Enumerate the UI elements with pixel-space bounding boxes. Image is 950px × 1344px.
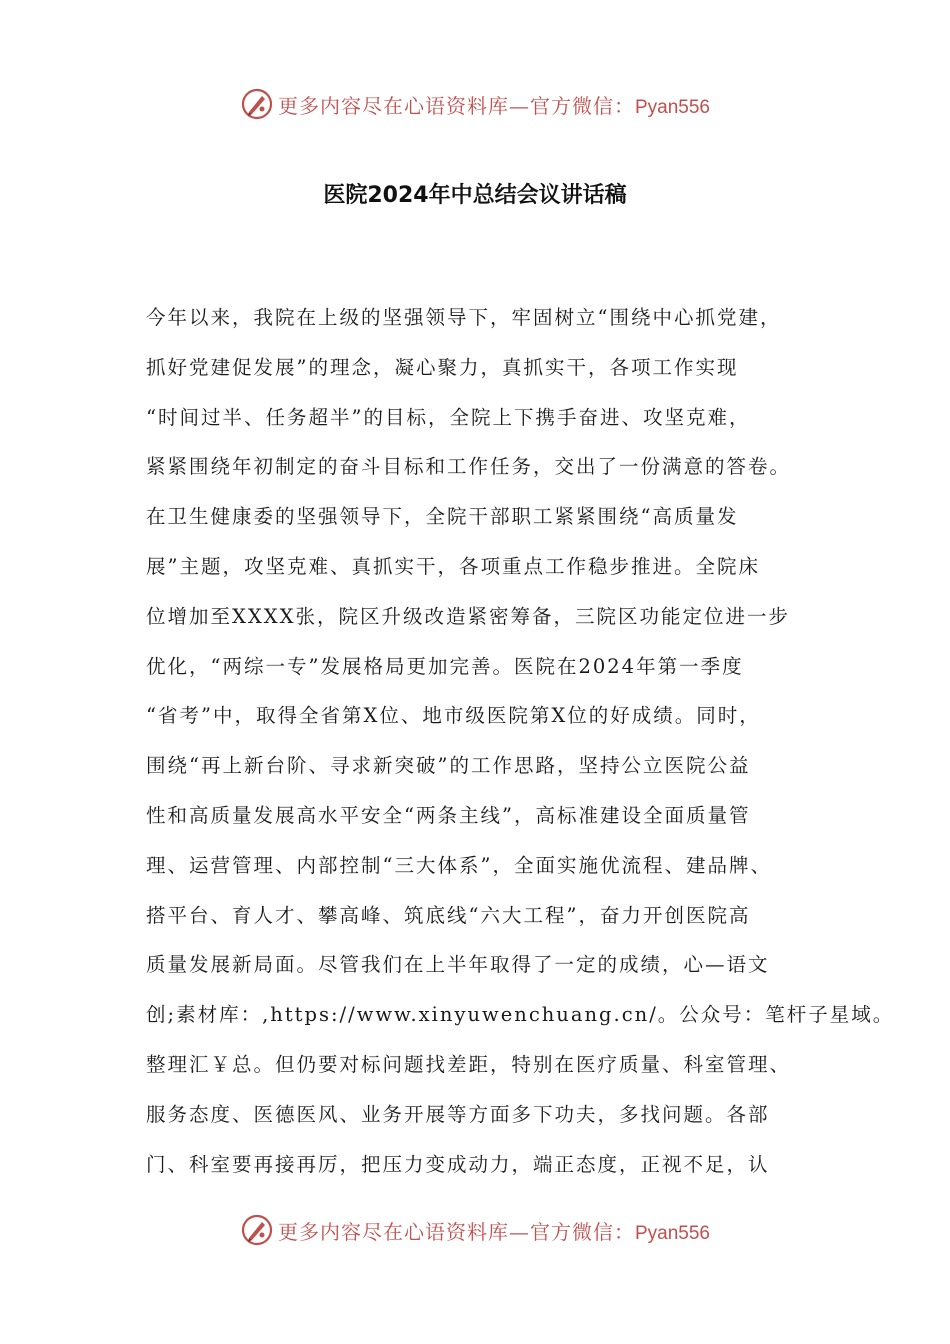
body-line: 抓好党建促发展”的理念，凝心聚力，真抓实干，各项工作实现 [146, 355, 739, 379]
banner-wechat-id: Pyan556 [634, 1222, 710, 1244]
banner-text: 更多内容尽在心语资料库—官方微信： [277, 93, 635, 118]
body-line: 今年以来，我院在上级的坚强领导下，牢固树立“围绕中心抓党建， [146, 306, 782, 329]
body-line: 紧紧围绕年初制定的奋斗目标和工作任务，交出了一份满意的答卷。 [146, 455, 792, 479]
body-line: 位增加至XXXX张，院区升级改造紧密筹备，三院区功能定位进一步 [146, 604, 791, 628]
body-line: “省考”中，取得全省第X位、地市级医院第X位的好成绩。同时， [146, 704, 761, 728]
body-line: 整理汇￥总。但仍要对标问题找差距，特别在医疗质量、科室管理、 [146, 1052, 792, 1076]
body-line: 性和高质量发展高水平安全“两条主线”，高标准建设全面质量管 [146, 803, 751, 827]
body-line: 搭平台、育人才、攀高峰、筑底线“六大工程”，奋力开创医院高 [146, 903, 751, 927]
banner-wechat-id: Pyan556 [634, 96, 710, 118]
document-title: 医院2024年中总结会议讲话稿 [323, 183, 627, 208]
body-line: 在卫生健康委的坚强领导下，全院干部职工紧紧围绕“高质量发 [146, 505, 739, 529]
footer-watermark-banner [0, 1210, 950, 1250]
body-line: 质量发展新局面。尽管我们在上半年取得了一定的成绩，心—语文 [146, 953, 770, 977]
body-line[interactable]: 创;素材库：,https://www.xinyuwenchuang.cn/。公众号：笔杆子星域。 [146, 1003, 895, 1027]
pen-logo-icon [240, 87, 274, 121]
body-line: “时间过半、任务超半”的目标，全院上下携手奋进、攻坚克难， [146, 405, 751, 429]
body-line: 展”主题，攻坚克难、真抓实干，各项重点工作稳步推进。全院床 [146, 554, 760, 578]
body-line: 理、运营管理、内部控制“三大体系”，全面实施优流程、建品牌、 [146, 853, 772, 877]
body-line: 服务态度、医德医风、业务开展等方面多下功夫，多找问题。各部 [146, 1102, 770, 1126]
document-body [146, 302, 895, 1198]
body-line: 围绕“再上新台阶、寻求新突破”的工作思路，坚持公立医院公益 [146, 754, 751, 778]
banner-text: 更多内容尽在心语资料库—官方微信： [277, 1219, 635, 1244]
pen-logo-icon [240, 1213, 274, 1247]
header-watermark-banner [0, 84, 950, 124]
body-line: 优化，“两综一专”发展格局更加完善。医院在2024年第一季度 [146, 654, 744, 678]
body-line: 门、科室要再接再厉，把压力变成动力，端正态度，正视不足，认 [146, 1152, 770, 1176]
